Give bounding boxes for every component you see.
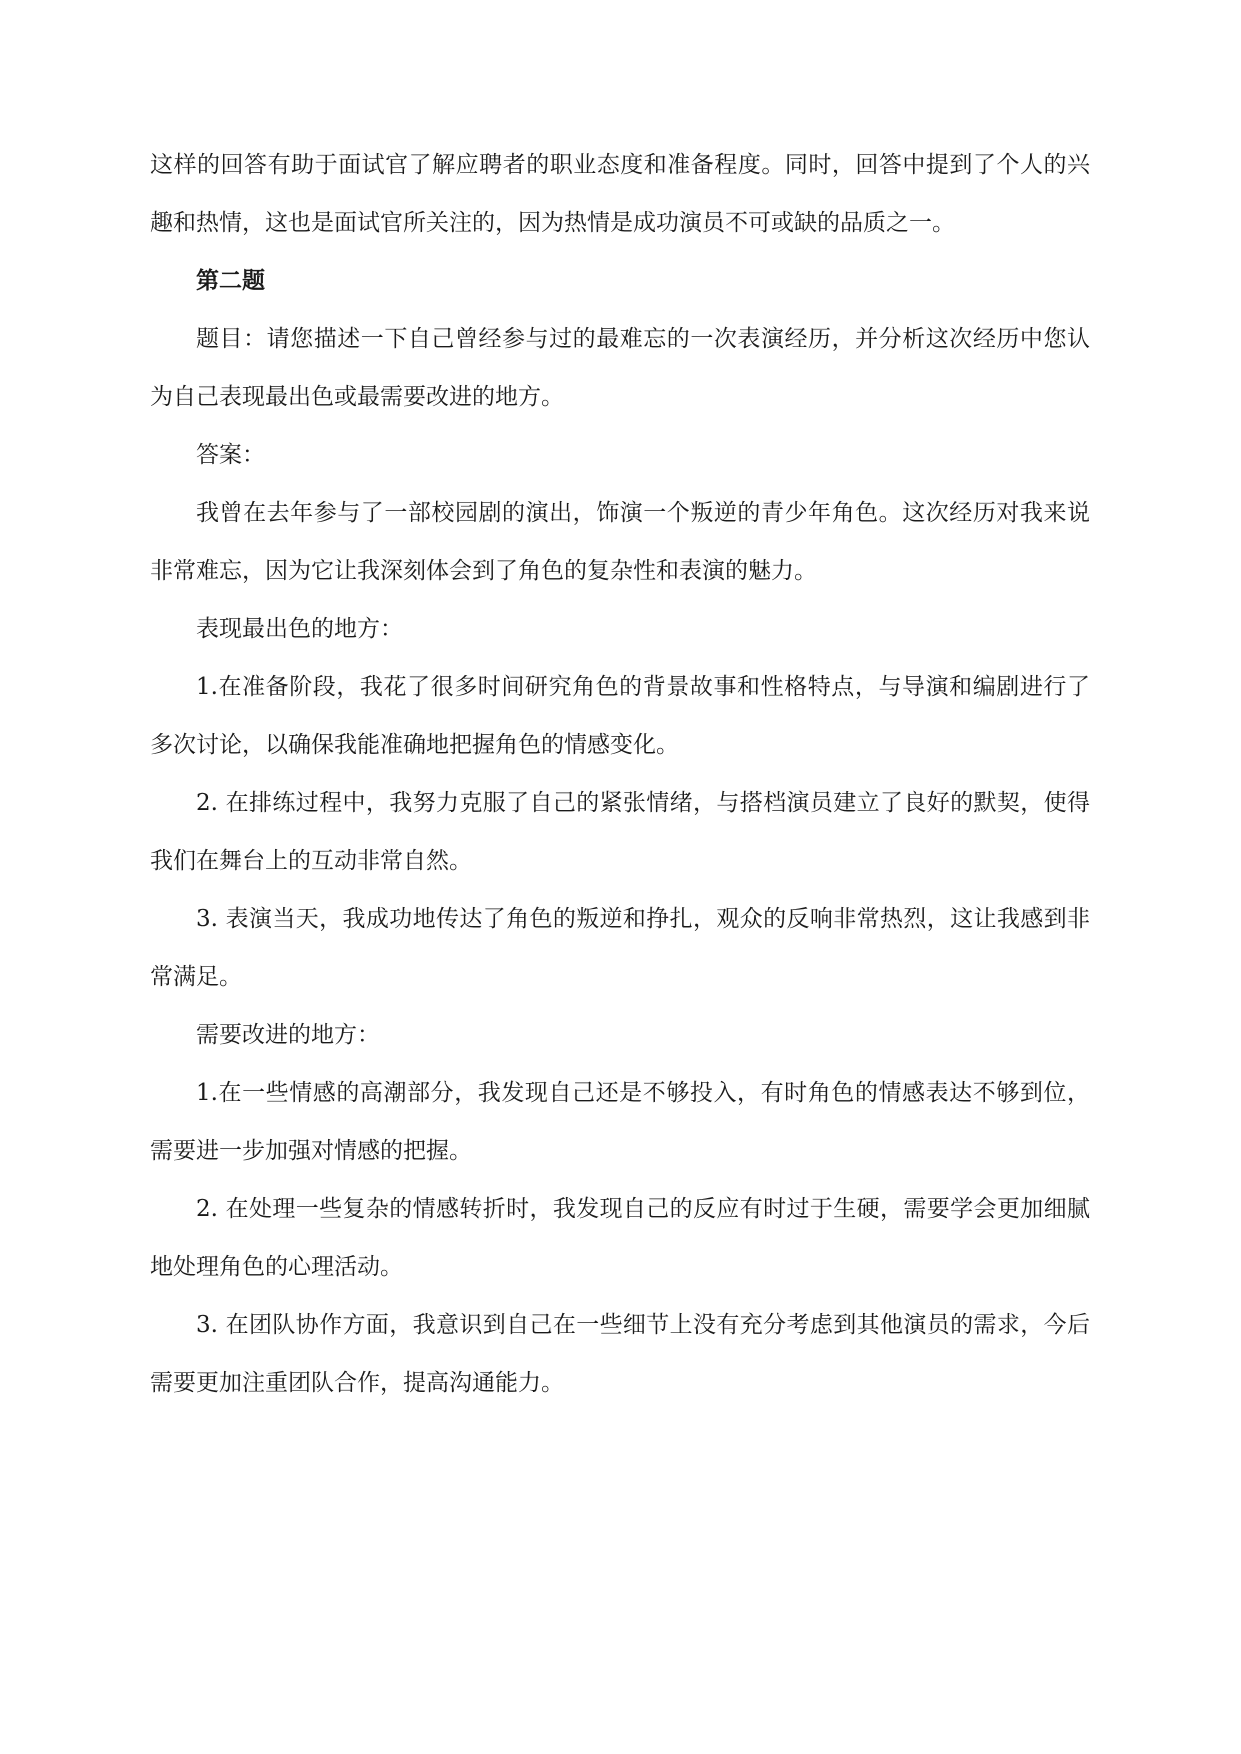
strength-item-3: 3. 表演当天，我成功地传达了角色的叛逆和挣扎，观众的反响非常热烈，这让我感到非常满足。 (150, 906, 1090, 990)
answer-paragraph: 我曾在去年参与了一部校园剧的演出，饰演一个叛逆的青少年角色。这次经历对我来说非常难忘，因为它让我深刻体会到了角色的复杂性和表演的魅力。 (150, 500, 1090, 584)
question-paragraph: 题目：请您描述一下自己曾经参与过的最难忘的一次表演经历，并分析这次经历中您认为自己表现最出色或最需要改进的地方。 (150, 326, 1090, 410)
section-heading: 第二题 (196, 267, 265, 294)
intro-paragraph: 这样的回答有助于面试官了解应聘者的职业态度和准备程度。同时，回答中提到了个人的兴趣和热情，这也是面试官所关注的，因为热情是成功演员不可或缺的品质之一。 (150, 152, 1090, 236)
improvement-item-2: 2. 在处理一些复杂的情感转折时，我发现自己的反应有时过于生硬，需要学会更加细腻地处理角色的心理活动。 (150, 1196, 1090, 1280)
improvement-item-1: 1.在一些情感的高潮部分，我发现自己还是不够投入，有时角色的情感表达不够到位，需要进一步加强对情感的把握。 (150, 1080, 1090, 1164)
strength-item-1: 1.在准备阶段，我花了很多时间研究角色的背景故事和性格特点，与导演和编剧进行了多次讨论，以确保我能准确地把握角色的情感变化。 (150, 674, 1090, 758)
strength-item-2: 2. 在排练过程中，我努力克服了自己的紧张情绪，与搭档演员建立了良好的默契，使得我们在舞台上的互动非常自然。 (150, 790, 1090, 874)
document-body (150, 136, 1090, 1412)
answer-label: 答案： (196, 442, 265, 468)
strengths-label: 表现最出色的地方： (196, 616, 403, 642)
improvements-label: 需要改进的地方： (196, 1022, 380, 1048)
improvement-item-3: 3. 在团队协作方面，我意识到自己在一些细节上没有充分考虑到其他演员的需求，今后需要更加注重团队合作，提高沟通能力。 (150, 1312, 1090, 1396)
